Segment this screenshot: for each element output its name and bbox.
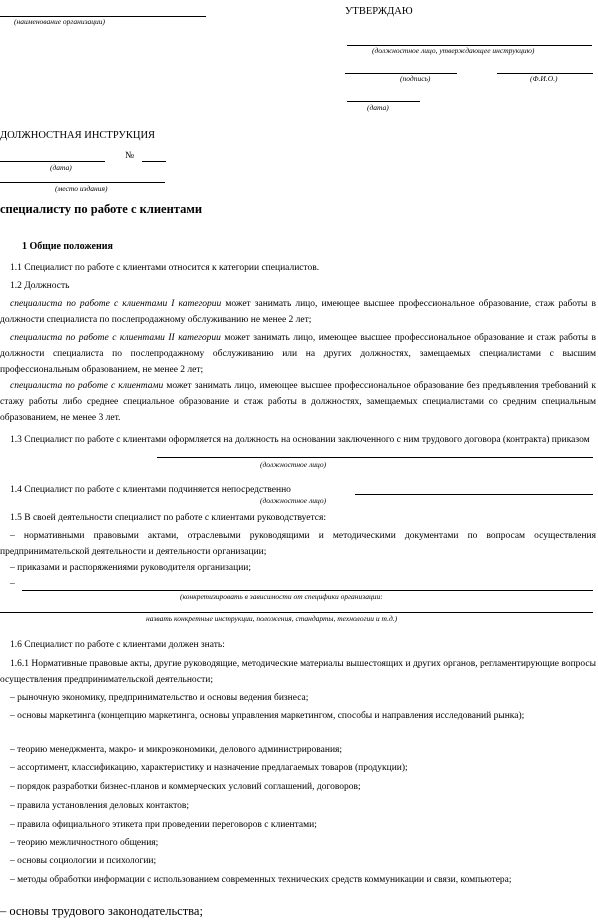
list-item: – основы социологии и психологии; (10, 856, 157, 866)
org-name-caption: (наименование организации) (14, 17, 106, 26)
category-3-title: специалиста по работе с клиентами (10, 381, 164, 391)
p1-3-fill-line (157, 457, 593, 458)
paragraph-1-4: 1.4 Специалист по работе с клиентами подчиняется непосредственно (10, 485, 291, 495)
p1-5-caption-1: (конкретизировать в зависимости от специфики организации: (180, 592, 383, 601)
list-item: – методы обработки информации с использованием современных технических средств коммуникации и связи, компьютера; (10, 875, 512, 885)
fio-caption: (Ф.И.О.) (530, 74, 558, 83)
approve-date-line (347, 101, 420, 102)
signature-caption: (подпись) (400, 74, 431, 83)
category-2-paragraph (0, 330, 596, 378)
list-item: – правила официального этикета при проведении переговоров с клиентами; (10, 820, 317, 830)
category-2-text: может занимать лицо, имеющее высшее профессиональное образование и стаж работы в должности специалиста по послепродажному обслуживанию или на других должностях, замещаемых специалистами с высшим профессиональным образованием, не менее 2 лет; (0, 333, 596, 375)
paragraph-1-6: 1.6 Специалист по работе с клиентами должен знать: (10, 640, 225, 650)
doc-number-line (142, 161, 166, 162)
p1-3-caption: (должностное лицо) (260, 460, 327, 469)
paragraph-1-3-full: 1.3 Специалист по работе с клиентами оформляется на должность на основании заключенного с ним трудового договора (контракта) приказом (10, 435, 590, 445)
category-2-title: специалиста по работе с клиентами II категории (10, 333, 221, 343)
doc-date-line (0, 161, 105, 162)
p1-5-caption-2: назвать конкретные инструкции, положения, стандарты, технологии и т.д.) (146, 614, 398, 623)
document-subject: специалисту по работе с клиентами (0, 202, 203, 216)
p1-4-caption: (должностное лицо) (260, 496, 327, 505)
last-list-item: – основы трудового законодательства; (0, 904, 203, 918)
paragraph-1-6-1: 1.6.1 Нормативные правовые акты, другие руководящие, методические материалы вышестоящих и других органов, регламентирующие вопросы осуществления предпринимательской деятельности; (0, 659, 596, 685)
p1-5-fill-line-2 (0, 612, 593, 613)
category-3-paragraph (0, 378, 596, 426)
list-item: – рыночную экономику, предпринимательство и основы ведения бизнеса; (10, 693, 309, 703)
approve-label: УТВЕРЖДАЮ (345, 6, 413, 17)
place-line (0, 182, 165, 183)
list-item: – ассортимент, классификацию, характеристику и назначение предлагаемых товаров (продукции); (10, 763, 408, 773)
list-item: – правила установления деловых контактов; (10, 801, 189, 811)
list-item: – порядок разработки бизнес-планов и коммерческих условий соглашений, договоров; (10, 782, 361, 792)
paragraph-1-5: 1.5 В своей деятельности специалист по работе с клиентами руководствуется: (10, 513, 326, 523)
doc-date-caption: (дата) (50, 163, 72, 172)
p1-5-item-b: – приказами и распоряжениями руководителя организации; (10, 563, 251, 573)
category-1-title: специалиста по работе с клиентами I категории (10, 299, 222, 309)
list-item: – теорию межличностного общения; (10, 838, 159, 848)
paragraph-1-1: 1.1 Специалист по работе с клиентами относится к категории специалистов. (10, 263, 320, 273)
doc-number-sign: № (125, 151, 135, 161)
category-1-text: может занимать лицо, имеющее высшее профессиональное образование, стаж работы в должности специалиста по послепродажному обслуживанию не менее 2 лет; (0, 299, 596, 325)
category-1-paragraph (0, 296, 596, 328)
p1-5-item-c: – (10, 579, 15, 589)
approver-position-caption: (должностное лицо, утверждающее инструкцию) (372, 46, 535, 55)
p1-5-fill-line-1 (22, 590, 593, 591)
document-title: ДОЛЖНОСТНАЯ ИНСТРУКЦИЯ (0, 130, 156, 141)
approve-date-caption: (дата) (367, 103, 389, 112)
p1-5-item-a: – нормативными правовыми актами, отраслевыми руководящими и методическими документами по вопросам осуществления предпринимательской деятельности и деятельности организации; (0, 531, 596, 557)
p1-4-fill-line (355, 494, 593, 495)
category-3-text: может занимать лицо, имеющее высшее профессиональное образование без предъявления требований к стажу работы либо среднее специальное образование и стаж работы в должностях, замещаемых специалистами со средним специальным образованием, не менее 3 лет. (0, 381, 596, 423)
place-caption: (место издания) (55, 184, 108, 193)
section-heading: 1 Общие положения (22, 241, 113, 252)
list-item: – основы маркетинга (концепцию маркетинга, основы управления маркетингом, способы и направления исследований рынка); (10, 711, 525, 721)
list-item: – теорию менеджмента, макро- и микроэкономики, делового администрирования; (10, 745, 343, 755)
paragraph-1-2: 1.2 Должность (10, 281, 70, 291)
